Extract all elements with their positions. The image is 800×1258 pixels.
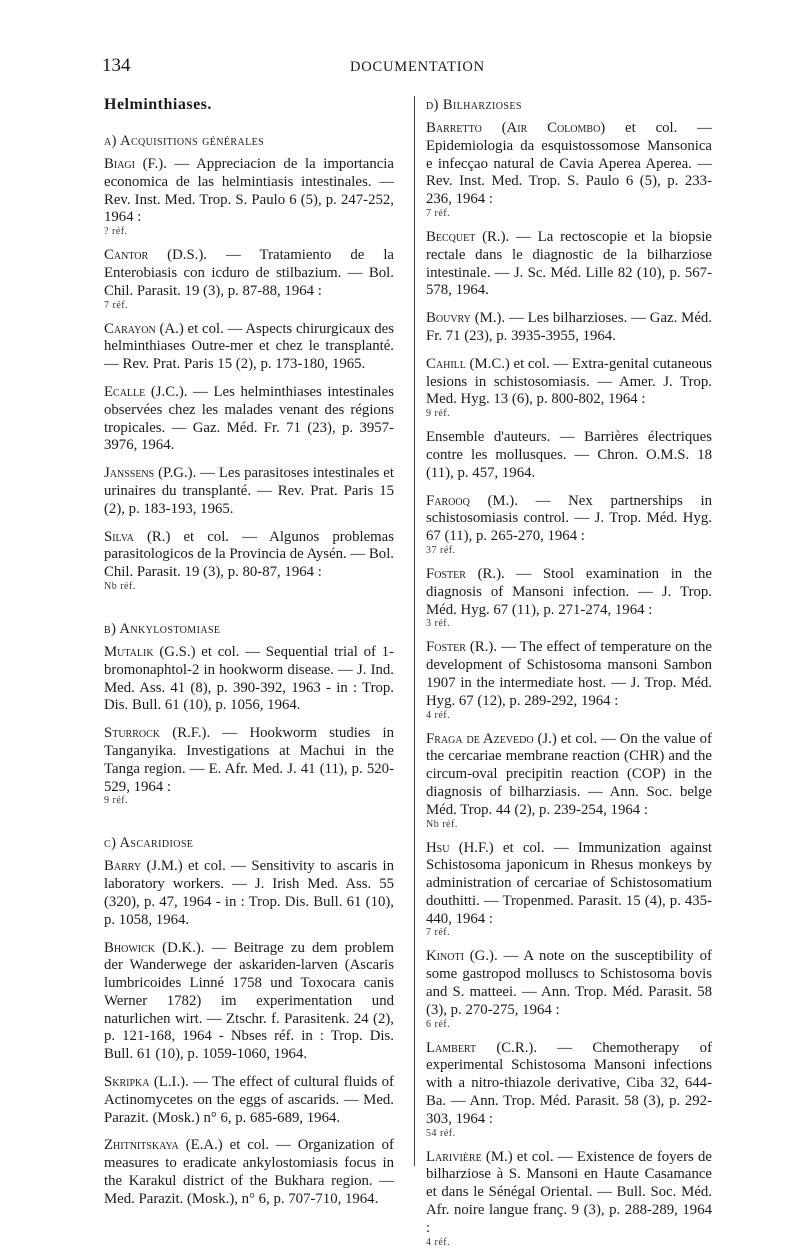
bibliography-entry <box>104 725 394 806</box>
entry-author: Biagi (F.). <box>104 156 167 172</box>
bibliography-entry <box>426 356 712 419</box>
bibliography-entry <box>104 156 394 237</box>
entry-citation: et col. — On the value of the cercariae membrane reaction (CHR) and the circum-oval precipitin reaction (COP) in the diagnosis of bilharziasis. — Ann. Soc. belge Méd. Trop. 44 (2), p. 239-254, 1964 : <box>426 730 712 818</box>
entry-citation: et col. — Algunos problemas parasitologicos de la Provincia de Aysén. — Bol. Chil. Parasit. 19 (3), p. 80-87, 1964 : <box>104 528 395 581</box>
entry-author: Hsu (H.F.) <box>426 839 494 856</box>
entry-author: Carayon (A.) <box>104 320 184 337</box>
entry-author: Sturrock (R.F.). <box>104 725 211 742</box>
bibliography-entry <box>104 940 394 1065</box>
bibliography-entry <box>426 731 712 830</box>
bibliography-entry <box>104 465 394 518</box>
bibliography-entry <box>426 1040 712 1139</box>
bibliography-entry <box>426 429 712 482</box>
entry-citation: et col. — Immunization against Schistosoma japonicum in Rhesus monkeys by administration of cercariae of Schistosomatium douthitti. — Tropenmed. Parasit. 15 (4), p. 435-440, 1964 : <box>426 839 712 927</box>
entry-author: Becquet (R.). <box>426 228 510 245</box>
entry-citation: et col. — Sequential trial of 1-bromonaphtol-2 in hookworm disease. — J. Ind. Med. Ass. 41 (8), p. 390-392, 1963 - in : Trop. Dis. Bull. 61 (10), p. 1056, 1964. <box>104 643 394 714</box>
entry-author: Janssens (P.G.). <box>104 465 197 482</box>
entry-author: Foster (R.). <box>426 639 498 656</box>
bibliography-entry <box>104 529 394 592</box>
bibliography-entry <box>104 644 394 715</box>
entry-citation: et col. — Aspects chirurgicaux des helminthiases Outre-mer et chez le transplanté. — Rev. Prat. Paris 15 (2), p. 173-180, 1965. <box>104 320 394 373</box>
entry-author: Cahill (M.C.) <box>426 355 510 372</box>
bibliography-entry <box>104 247 394 310</box>
bibliography-entry <box>104 384 394 455</box>
entry-citation: — Les bilharzioses. — Gaz. Méd. Fr. 71 (23), p. 3935-3955, 1964. <box>426 310 713 344</box>
bibliography-entry <box>426 310 712 346</box>
entry-author: Ecalle (J.C.). <box>104 383 188 400</box>
bibliography-entry <box>426 1149 712 1248</box>
entry-author: Bhowick (D.K.). <box>104 939 205 956</box>
entry-citation: — Hookworm studies in Tanganyika. Investigations at Machui in the Tanga region. — E. Afr. Med. J. 41 (11), p. 520-529, 1964 : <box>104 725 394 795</box>
bibliography-entry <box>426 229 712 300</box>
bibliography-entry <box>426 120 712 219</box>
entry-reference-count: ? réf. <box>104 226 128 238</box>
entry-citation: — Les helminthiases intestinales observées chez les malades venant des régions tropicales. — Gaz. Méd. Fr. 71 (23), p. 3957-3976, 1964. <box>104 383 394 454</box>
entry-citation: Ensemble d'auteurs. — Barrières électriques contre les mollusques. — Chron. O.M.S. 18 (11), p. 457, 1964. <box>426 429 712 481</box>
entry-reference-count: 7 réf. <box>426 207 451 219</box>
entry-citation: et col. — Extra-genital cutaneous lesions in schistosomiasis. — Amer. J. Trop. Med. Hyg. 13 (6), p. 800-802, 1964 : <box>426 355 712 408</box>
entry-author: Skripka (L.I.). <box>104 1074 189 1091</box>
entry-citation: — Appreciacion de la importancia economica de las helmintiasis intestinales. — Rev. Inst. Med. Trop. S. Paulo 6 (5), p. 247-252, 1964 : <box>104 156 394 226</box>
entry-citation: — The effect of temperature on the development of Schistosoma mansoni Sambon 1907 in the intermediate host. — J. Trop. Méd. Hyg. 67 (12), p. 289-292, 1964 : <box>426 639 712 709</box>
bibliography-entry <box>104 1137 394 1208</box>
entry-author: Lambert (C.R.). <box>426 1039 538 1056</box>
bibliography-entry <box>104 1074 394 1127</box>
entry-author: Barretto (Air Colombo) <box>426 120 606 136</box>
entry-citation: — A note on the susceptibility of some gastropod molluscs to Schistosoma bovis and S. matteei. — Ann. Trop. Méd. Parasit. 58 (3), p. 270-275, 1964 : <box>426 948 712 1018</box>
entry-author: Farooq (M.). <box>426 492 518 509</box>
bibliography-entry <box>426 493 712 556</box>
entry-citation: — Les parasitoses intestinales et urinaires du transplanté. — Rev. Prat. Paris 15 (2), p. 183-193, 1965. <box>104 465 394 517</box>
entry-author: Kinoti (G.). <box>426 948 498 965</box>
bibliography-entry <box>426 566 712 629</box>
entry-reference-count: 9 réf. <box>104 795 129 807</box>
entry-author: Fraga de Azevedo (J.) <box>426 730 557 747</box>
entry-author: Barry (J.M.) <box>104 858 183 875</box>
entry-citation: — Stool examination in the diagnosis of Mansoni infection. — J. Trop. Méd. Hyg. 67 (11), p. 271-274, 1964 : <box>426 565 712 618</box>
entry-citation: et col. — Sensitivity to ascaris in laboratory workers. — J. Irish Med. Ass. 55 (320), p. 47, 1964 - in : Trop. Dis. Bull. 61 (10), p. 1058, 1964. <box>104 858 395 928</box>
bibliography-entry <box>104 858 394 929</box>
left-column <box>104 96 394 1219</box>
entry-author: Cantor (D.S.). <box>104 247 208 264</box>
entry-citation: et col. — Existence de foyers de bilharziose à S. Mansoni en Haute Casamance et dans le Sénégal Oriental. — Bull. Soc. Méd. Afr. noire langue franç. 9 (3), p. 288-289, 1964 : <box>426 1148 713 1236</box>
entry-author: Zhitnitskaya (E.A.) <box>104 1137 223 1154</box>
entry-citation: et col. — Epidemiologia da esquistossomose Mansonica e infecçao natural de Cavia Aperea Aperea. — Rev. Inst. Med. Trop. S. Paulo 6 (5), p. 233-236, 1964 : <box>426 120 712 208</box>
entry-reference-count: 37 réf. <box>426 544 456 556</box>
section-heading: c) Ascaridiose <box>104 835 194 852</box>
entry-reference-count: 7 réf. <box>104 299 129 311</box>
entry-author: Silva (R.) <box>104 528 171 545</box>
entry-citation: et col. — Organization of measures to eradicate ankylostomiasis focus in the Karakul district of the Bukhara region. — Med. Parazit. (Mosk.), n° 6, p. 707-710, 1964. <box>104 1137 394 1207</box>
entry-author: Bouvry (M.). <box>426 310 506 327</box>
entry-reference-count: Nb réf. <box>426 818 458 830</box>
bibliography-entry <box>426 840 712 939</box>
section-heading: a) Acquisitions générales <box>104 133 265 149</box>
entry-reference-count: 9 réf. <box>426 408 451 420</box>
section-heading: b) Ankylostomiase <box>104 620 221 637</box>
entry-author: Mutalik (G.S.) <box>104 643 196 660</box>
entry-author: Foster (R.). <box>426 565 505 582</box>
entry-reference-count: Nb réf. <box>104 580 136 592</box>
entry-reference-count: 7 réf. <box>426 927 451 939</box>
entry-reference-count: 4 réf. <box>426 1236 451 1248</box>
running-header: DOCUMENTATION <box>350 59 485 75</box>
section-spacer <box>104 602 394 614</box>
entry-reference-count: 4 réf. <box>426 709 451 721</box>
bibliography-entry <box>104 321 394 374</box>
column-divider <box>414 96 415 1166</box>
page-number: 134 <box>102 55 131 76</box>
entry-citation: — Nex partnerships in schistosomiasis control. — J. Trop. Méd. Hyg. 67 (11), p. 265-270, 1964 : <box>426 492 712 545</box>
section-spacer <box>104 816 394 828</box>
entry-citation: — Tratamiento de la Enterobiasis con icduro de stilbazium. — Bol. Chil. Parasit. 19 (3), p. 87-88, 1964 : <box>104 247 394 299</box>
section-heading: d) Bilharzioses <box>426 97 522 113</box>
entry-reference-count: 3 réf. <box>426 618 451 630</box>
entry-author: Larivière (M.) <box>426 1148 513 1165</box>
right-column <box>426 96 712 1258</box>
bibliography-entry <box>426 948 712 1029</box>
entry-citation: — The effect of cultural fluids of Actinomycetes on the eggs of ascarids. — Med. Parazit. (Mosk.) n° 6, p. 685-689, 1964. <box>104 1074 394 1126</box>
entry-citation: — Beitrage zu dem problem der Wanderwege der askariden-larven (Ascaris lumbricoides Linné 1758 und Toxocara canis Werner 1782) im experimentation und naturlichen wirt. — Ztschr. f. Parasitenk. 24 (2), p. 121-168, 1964 - Nbses réf. in : Trop. Dis. Bull. 61 (10), p. 1059-1060, 1964. <box>104 939 394 1063</box>
entry-citation: — La rectoscopie et la biopsie rectale dans le diagnostic de la bilharziose intestinale. — J. Sc. Méd. Lille 82 (10), p. 567-578, 1964. <box>426 228 712 299</box>
entry-reference-count: 54 réf. <box>426 1127 456 1139</box>
entry-reference-count: 6 réf. <box>426 1018 451 1030</box>
bibliography-entry <box>426 639 712 720</box>
section-title: Helminthiases. <box>104 96 212 113</box>
entry-citation: — Chemotherapy of experimental Schistosoma Mansoni infections with a nitro-thiazole derivative, Ciba 32, 644-Ba. — Ann. Trop. Méd. Parasit. 58 (3), p. 292-303, 1964 : <box>426 1039 712 1127</box>
